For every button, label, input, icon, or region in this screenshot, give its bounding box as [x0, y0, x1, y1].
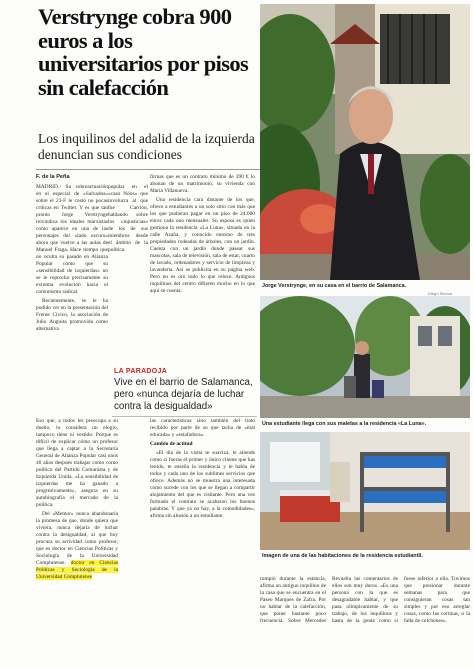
paragraph: firmas que es un contrato mínimo de 390 € lo abonan de un matrimonio, su vivienda con María Villanueva.	[150, 174, 255, 194]
pull-quote: Vive en el barrio de Salamanca, pero «nunca dejaría de luchar contra la desigualdad»	[114, 377, 253, 412]
byline: F. de la Peña	[36, 174, 70, 180]
body-column-6	[150, 418, 255, 664]
paragraph-text: Del «Memor» nunca abandonaría la promesa de que, donde quiera que viviera, nunca dejaría de luchar contra la desigualdad, al que hoy procura su actividad como profesor, que es doctor en Ciencias Políticas y Sociología de la Universidad Complutense.	[36, 511, 118, 566]
body-column-1	[36, 184, 108, 424]
paragraph: «El día de la visita te suaviza, te atiende como si fueras el primer y único cliente que has tenido, te enseña la residencia y te habla de todos y cada uno de los sublimes servicios que ofrece. Además no se muestra una interesada como sucede con los que se llegan a compartir alojamiento del que es visitante. Pero una vez formado el contrato se acabaron los buenos palabras. Y que ya no hay, a la comodidades», afirma sin alusión a un estudiante.	[150, 450, 255, 519]
room-illustration	[260, 432, 470, 550]
subheading: Cambio de actitud	[150, 441, 193, 447]
divider	[36, 169, 262, 170]
body-column-7	[260, 576, 470, 666]
divider	[112, 416, 257, 417]
body-column-4	[36, 418, 118, 664]
highlighted-text: doctor en Ciencias Políticas y Sociología de la Universidad Complutense	[36, 560, 118, 580]
photo-portrait	[260, 4, 470, 280]
photo-student	[260, 296, 470, 418]
headline: Verstrynge cobra 900 euros a los universitarios por pisos sin calefacción	[38, 4, 249, 100]
portrait-illustration	[260, 4, 470, 280]
paragraph: MADRID.- Su sobreactuación en el especial de «Salvados» sobre el 23-F le costó no pocas críticas en Twitter. Y es que tan pronto Jorge Verstrynge reivindica los ideales marxistas como aparece en una de las personajes del «lado oscuro» ahora que vuelve a las aulas de Manuel Fraga. Hace tiempo que no oculta su pasado en Alianza Popular como que su «sensibilidad de izquierdas» no se le reprocha precisamente su extrema evolución hacia el comunismo radical.	[36, 184, 108, 295]
paragraph: Una residencia cara distante de los que, ofrece a estudiantes a un solo sitio con más que los que pudieran pagar en un piso de 24.000 euros cada uno mensuales. Su esposa es quien gestiona la residencia «La Luna», situada en la calle Azaña, y conocido entorno de tres propiedades rodeadas de árboles, con un jardín. Cuenta con un jardín donde pasear sus mascotas, sala de televisión, sala de estar, cuarto de lavado, ordenadores y servicio de limpieza y lavandería. Así se publicita en su página web. Pero no es oro todo lo que reluce. Antiguos inquilinos del centro difieren mucho en lo que aquí se cuenta.	[150, 197, 255, 294]
caption-photo-3: Imagen de una de las habitaciones de la residencia estudiantil.	[262, 553, 423, 559]
pull-quote-label: LA PARADOJA	[114, 368, 168, 375]
caption-photo-2: Una estudiante llega con sus maletas a la residencia «La Luna».	[262, 421, 427, 427]
subheadline: Los inquilinos del adalid de la izquierda denuncian sus condiciones	[38, 131, 255, 162]
body-column-3	[150, 174, 255, 364]
paragraph	[36, 511, 118, 581]
student-illustration	[260, 296, 470, 418]
paragraph: las características sino también del trato recibido por parte de su que tacha de «mal educada» y «estafadora».	[150, 418, 255, 438]
paragraph: popular en el «caso Nóos» que involucra al que fue Carrión, hablando sobre los «injusticias» de los de sus miembros desde el ámbito de la política.	[108, 184, 148, 253]
caption-photo-1: Jorge Verstrynge, en su casa en el barrio de Salamanca.	[262, 283, 407, 289]
photo-room	[260, 432, 470, 550]
body-column-2	[108, 184, 148, 369]
photo-credit: Diego Sinova	[428, 291, 452, 296]
paragraph: Recientemente, se le ha podido ver en la presentación del Frente Cívico, la asociación de Julio Anguita promovida como alternativa	[36, 298, 108, 332]
paragraph: rompió durante la estancia, afirma un antiguo inquilino de la casa que se encuentra en el Paseo Marqués de Zafra. Por no hablar de la calefacción, que poner bastante poco frecuencia. Sobre Mercedes Revuelta las comentarios de ellos son muy duros. «Es una persona con la que es desagradable hablar, y que pasa olímpicamente de su trabajo, de los inquilinos y hasta de la gente como si fuese inferior a ella. Tuvimos que presionar durante semanas para que consiguieran cosas tan simples y por eso arreglar cosas, como las cortinas, o la falta de colchones».	[260, 576, 470, 624]
paragraph: Eso que, a todos les preocupa a su dueño, lo considera un elogio, tampoco tiene ni vestido. Porque es difícil de explicar cómo un profesor que llega a captar a la Secretaría General de Alianza Popular casi unos 40 años después trabajar como como político del Partido Comunista y de Izquierda Unida. «La sensibilidad de izquierdas me ha ganado a progresivamente», asegura en su autobiografía el mercado de la política.	[36, 418, 118, 508]
